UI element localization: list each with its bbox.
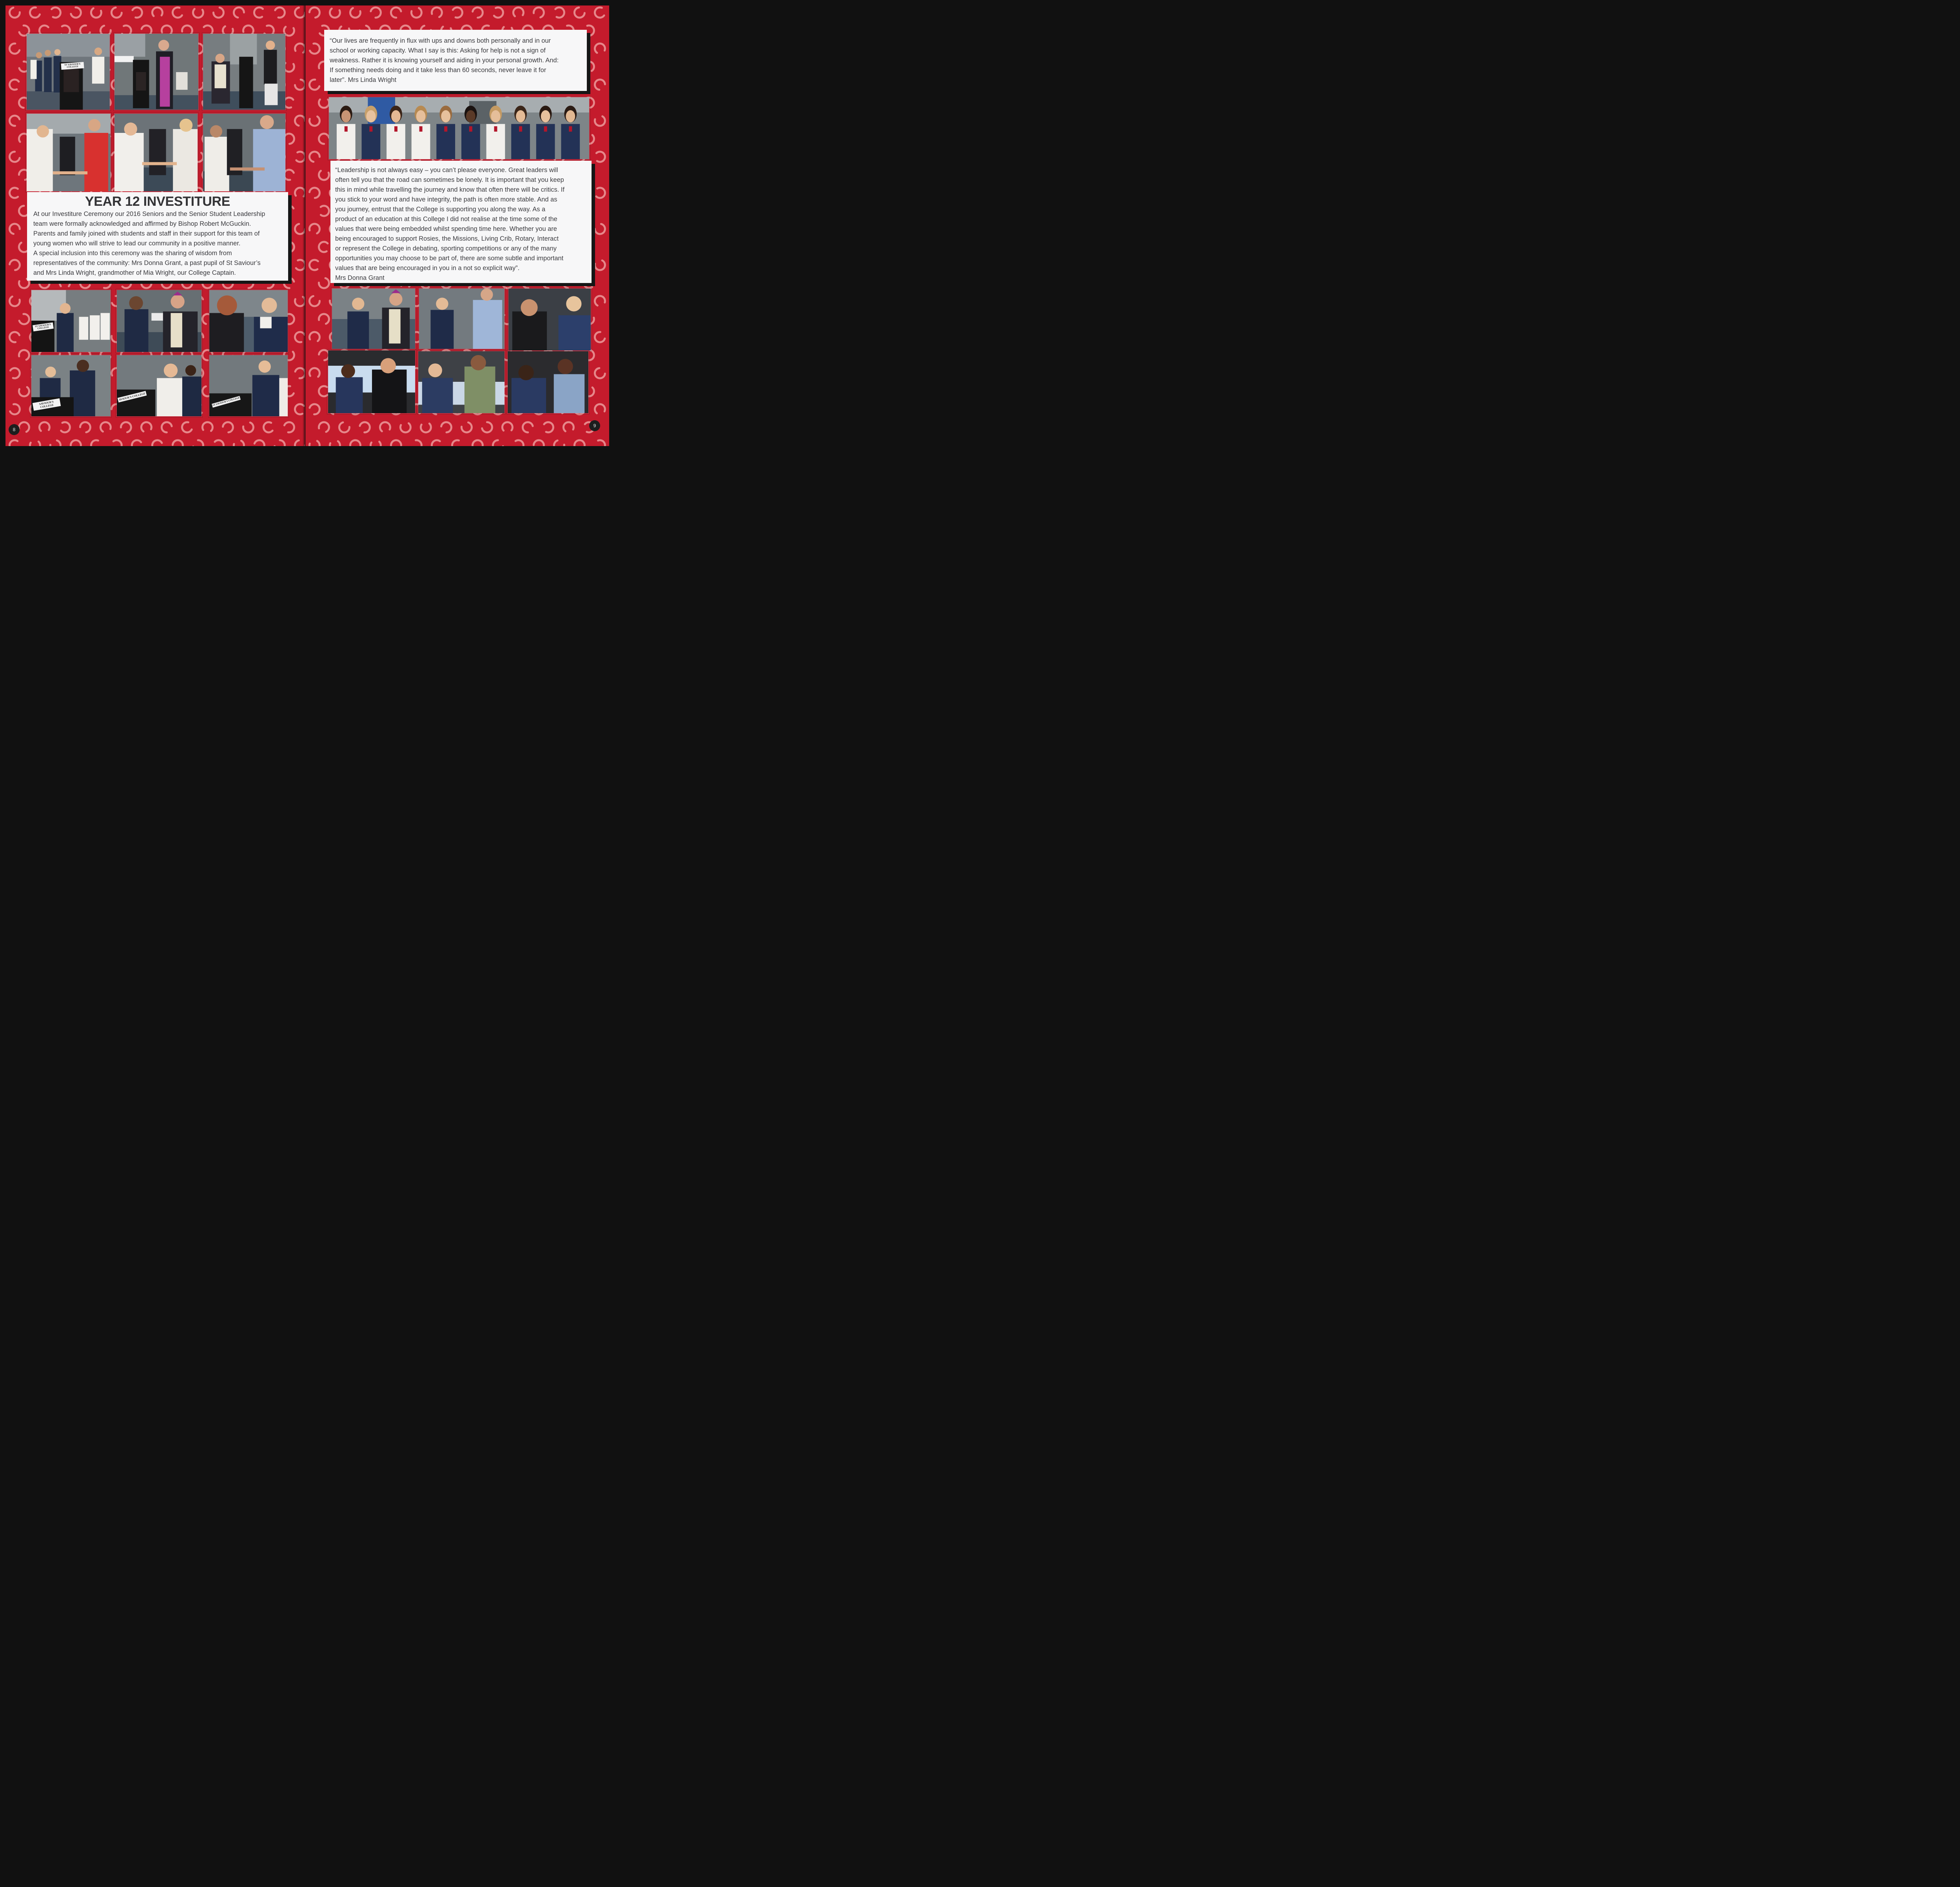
photo-handshake-3 <box>202 113 286 192</box>
photo-handshake-2 <box>114 113 198 192</box>
photo-pinning-badge-5 <box>507 350 589 414</box>
page-number: 8 <box>9 424 20 435</box>
quote-line: this in mind while travelling the journey and know that often there will be critics. If <box>335 186 564 193</box>
quote-line: opportunities you may choose to be part of, there are some subtle and important <box>335 255 564 262</box>
quote-line: weakness. Rather it is knowing yourself and aiding in your personal growth. And: <box>330 57 559 64</box>
photo-pinning-badge-3 <box>327 350 416 414</box>
quote-line: later”. Mrs Linda Wright <box>330 76 397 83</box>
page-heading: YEAR 12 INVESTITURE <box>85 194 230 209</box>
quote-line: Mrs Donna Grant <box>335 274 385 281</box>
photo-student-speaking-lectern <box>31 289 111 353</box>
paragraph-line: young women who will strive to lead our community in a positive manner. <box>33 240 241 247</box>
paragraph-line: At our Investiture Ceremony our 2016 Seniors and the Senior Student Leadership <box>33 210 265 218</box>
paragraph-line: and Mrs Linda Wright, grandmother of Mia Wright, our College Captain. <box>33 269 236 276</box>
photo-student-at-microphone <box>116 354 202 417</box>
lectern-sign: ST SAVIOUR'S COLLEGE <box>212 396 241 408</box>
photo-pinning-badge-1 <box>209 289 289 353</box>
quote-line: often tell you that the road can sometimes be lonely. It is important that you keep <box>335 176 564 183</box>
investiture-text-panel <box>27 192 288 281</box>
photo-students-at-lectern <box>26 33 111 111</box>
quote-line: “Our lives are frequently in flux with ups and downs both personally and in our <box>330 37 551 44</box>
lectern-sign: ST SAVIOUR'S COLLEGE <box>33 322 54 331</box>
quote-line: you stick to your word and have integrity, the path is often more stable. And as <box>335 196 557 203</box>
photo-pinning-badge-4 <box>417 350 505 414</box>
photo-pinning-badge-2 <box>508 288 592 351</box>
paragraph-line: Parents and family joined with students and staff in their support for this team of <box>33 230 260 237</box>
lectern-sign: ST SAVIOUR'S COLLEGE <box>61 62 84 70</box>
page-number: 9 <box>589 420 600 431</box>
quote-donna-grant-panel <box>330 161 592 283</box>
photo-leadership-team-group <box>328 96 590 160</box>
lectern-sign: SAVIOUR'S COLLEGE <box>33 398 61 411</box>
paragraph-line: A special inclusion into this ceremony was the sharing of wisdom from <box>33 250 232 257</box>
quote-line: being encouraged to support Rosies, the Missions, Living Crib, Rotary, Interact <box>335 235 559 242</box>
photo-bishop-at-lectern <box>114 33 199 111</box>
quote-line: school or working capacity. What I say is this: Asking for help is not a sign of <box>330 47 546 54</box>
left-page <box>5 5 305 446</box>
lectern-sign: AVIOUR'S COLLEGE <box>118 391 147 403</box>
photo-handshake-4 <box>418 288 505 350</box>
photo-handshake-1 <box>26 113 111 192</box>
quote-line: values that are being encouraged in you in a not so explicit way”. <box>335 265 520 272</box>
photo-bishop-seated-and-speaker <box>202 33 286 111</box>
quote-line: or represent the College in debating, sporting competitions or any of the many <box>335 245 557 252</box>
photo-students-reading <box>31 354 111 417</box>
quote-line: product of an education at this College I did not realise at the time some of the <box>335 216 557 223</box>
quote-line: “Leadership is not always easy – you can’t please everyone. Great leaders will <box>335 167 558 174</box>
magazine-spread <box>0 0 615 450</box>
quote-line: you journey, entrust that the College is supporting you along the way. As a <box>335 206 546 213</box>
right-page <box>305 5 609 446</box>
quote-line: values that were being embedded whilst spending time here. Whether you are <box>335 225 557 232</box>
quote-line: If something needs doing and it take less than 60 seconds, never leave it for <box>330 67 546 74</box>
paragraph-line: representatives of the community: Mrs Donna Grant, a past pupil of St Saviour’s <box>33 259 261 267</box>
photo-bishop-handshake <box>331 288 416 350</box>
paragraph-line: team were formally acknowledged and affirmed by Bishop Robert McGuckin. <box>33 220 251 227</box>
photo-bishop-pinning-badge <box>116 289 202 353</box>
quote-linda-wright-panel <box>324 30 587 91</box>
photo-student-at-lectern-2 <box>209 354 289 417</box>
